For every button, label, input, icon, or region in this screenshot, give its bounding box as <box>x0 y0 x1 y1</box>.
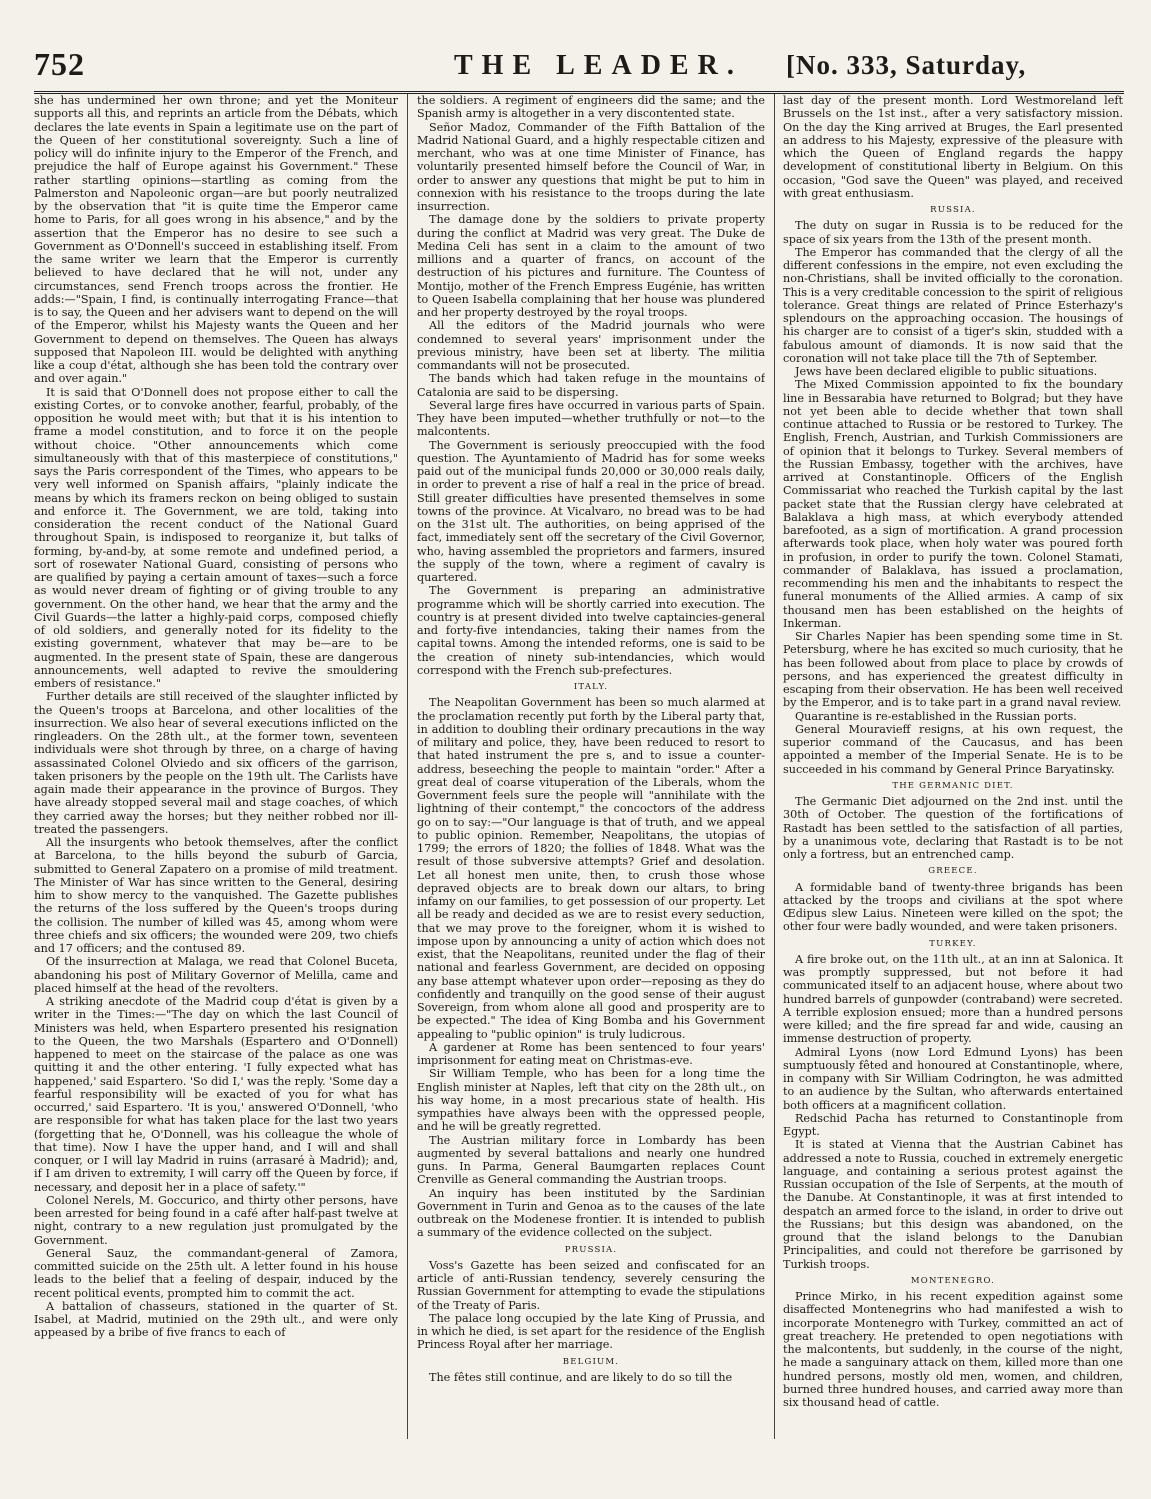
section-heading-russia: RUSSIA. <box>930 205 976 215</box>
paragraph: The Mixed Commission appointed to fix the boundary line in Bessarabia have returned to Bolgrad; but they have not yet been able to decide whether that town shall continue attached to Russia or be restored to Turkey. The English, French, Austrian, and Turkish Commissioners are of opinion that it belongs to Turkey. Several members of the Russian Embassy, together with the archives, have arrived at Constantinople. Officers of the English Commissariat who reached the Turkish capital by the last packet state that the Russian clergy have celebrated at Balaklava a high mass, at which everybody attended barefooted, as a sign of mortification. A grand procession afterwards took place, when holy water was poured forth in profusion, in order to purify the town. Colonel Stamati, commander of Balaklava, has issued a proclamation, recommending his men and the inhabitants to respect the funeral monuments of the Allied armies. A camp of six thousand men has been established on the heights of Inkerman. <box>783 378 1123 630</box>
column-3 <box>783 94 1123 1444</box>
paragraph: Prince Mirko, in his recent expedition against some disaffected Montenegrins who had manifested a wish to incorporate Montenegro with Turkey, committed an act of great treachery. He pretended to open negotiations with the malcontents, but suddenly, in the course of the night, he made a sanguinary attack on them, killed more than one hundred persons, mostly old men, women, and children, burned three hundred houses, and carried away more than six thousand head of cattle. <box>783 1290 1123 1409</box>
column-1 <box>34 94 398 1444</box>
paragraph: Admiral Lyons (now Lord Edmund Lyons) has been sumptuously fêted and honoured at Constantinople, where, in company with Sir William Codrington, he was admitted to an audience by the Sultan, who afterwards entertained both officers at a magnificent collation. <box>783 1045 1123 1112</box>
paragraph: A gardener at Rome has been sentenced to four years' imprisonment for eating meat on Christmas-eve. <box>417 1040 765 1067</box>
column-divider <box>407 94 408 1439</box>
paragraph: A battalion of chasseurs, stationed in the quarter of St. Isabel, at Madrid, mutinied on the 29th ult., and were only appeased by a bribe of five francs to each of <box>34 1299 398 1340</box>
paragraph: General Sauz, the commandant-general of Zamora, committed suicide on the 25th ult. A letter found in his house leads to the belief that a feeling of despair, induced by the recent political events, prompted him to commit the act. <box>34 1246 398 1300</box>
paragraph: the soldiers. A regiment of engineers did the same; and the Spanish army is altogether in a very discontented state. <box>417 94 765 121</box>
paragraph: The Government is preparing an administrative programme which will be shortly carried into execution. The country is at present divided into twelve captaincies-general and forty-five intendancies, taking their names from the capital towns. Among the intended reforms, one is said to be the creation of ninety sub-intendancies, which would correspond with the French sub-prefectures. <box>417 584 765 677</box>
paragraph: The Austrian military force in Lombardy has been augmented by several battalions and nearly one hundred guns. In Parma, General Baumgarten replaces Count Crenville as General commanding the Austrian troops. <box>417 1133 765 1187</box>
paragraph: It is said that O'Donnell does not propose either to call the existing Cortes, or to convoke another, fearful, probably, of the opposition he would meet with; but that it is his intention to frame a model constitution, and to force it on the people without choice. "Other announcements which come simultaneously with that of this masterpiece of constitutions," says the Paris correspondent of the Times, who appears to be very well informed on Spanish affairs, "plainly indicate the means by which its framers reckon on being obliged to sustain and enforce it. The Government, we are told, taking into consideration the recent conduct of the National Guard throughout Spain, is indisposed to reorganize it, but talks of forming, by-and-by, at some remote and undefined period, a sort of rosewater National Guard, consisting of persons who are qualified by paying a certain amount of taxes—such a force as would never dream of fighting or of giving trouble to any government. On the other hand, we hear that the army and the Civil Guards—the latter a highly-paid corps, composed chiefly of old soldiers, and generally noted for its fidelity to the existing government, whatever that may be—are to be augmented. In the present state of Spain, these are dangerous announcements, well adapted to revive the smouldering embers of resistance." <box>34 385 398 690</box>
paragraph: All the insurgents who betook themselves, after the conflict at Barcelona, to the hills beyond the suburb of Garcia, submitted to General Zapatero on a promise of mild treatment. The Minister of War has since written to the General, desiring him to show mercy to the vanquished. The Gazette publishes the returns of the loss suffered by the Queen's troops during the collision. The number of killed was 45, among whom were three chiefs and six officers; the wounded were 209, two chiefs and 17 officers; and the contused 89. <box>34 836 398 955</box>
paragraph: last day of the present month. Lord Westmoreland left Brussels on the 1st inst., after a very satisfactory mission. On the day the King arrived at Bruges, the Earl presented an address to his Majesty, expressive of the pleasure with which the Queen of England regards the happy development of constitutional liberty in Belgium. On this occasion, "God save the Queen" was played, and received with great enthusiasm. <box>783 94 1123 200</box>
paragraph: The damage done by the soldiers to private property during the conflict at Madrid was very great. The Duke de Medina Celi has sent in a claim to the amount of two millions and a quarter of francs, on account of the destruction of his pictures and furniture. The Countess of Montijo, mother of the French Empress Eugénie, has written to Queen Isabella complaining that her house was plundered and her property destroyed by the royal troops. <box>417 213 765 319</box>
paragraph: General Mouravieff resigns, at his own request, the superior command of the Caucasus, and has been appointed a member of the Imperial Senate. He is to be succeeded in his command by General Prince Baryatinsky. <box>783 722 1123 776</box>
section-heading-germanic-diet: THE GERMANIC DIET. <box>892 780 1014 791</box>
paragraph: Quarantine is re-established in the Russian ports. <box>795 709 1077 723</box>
section-heading-montenegro: MONTENEGRO. <box>910 1275 996 1286</box>
page-number: 752 <box>34 46 85 82</box>
paragraph: Colonel Nerels, M. Goccurico, and thirty other persons, have been arrested for being found in a café after half-past twelve at night, contrary to a new regulation just promulgated by the Government. <box>34 1193 398 1247</box>
issue-number: [No. 333, Saturday, <box>786 50 1027 80</box>
paragraph: A striking anecdote of the Madrid coup d'état is given by a writer in the Times:—"The day on which the last Council of Ministers was held, when Espartero presented his resignation to the Queen, the two Marshals (Espartero and O'Donnell) happened to meet on the staircase of the palace as one was quitting it and the other entering. 'I fully expected what has happened,' said Espartero. 'So did I,' was the reply. 'Some day a fearful responsibility will be exacted of you for what has occurred,' said Espartero. 'It is you,' answered O'Donnell, 'who are responsible for what has taken place for the last two years (forgetting that he, O'Donnell, was his colleague the whole of that time). Now I have the upper hand, and I will and shall conquer, or I will lay Madrid in ruins (arrasaré à Madrid); and, if I am driven to extremity, I will carry off the Queen by force, if necessary, and deposit her in a place of safety.'" <box>34 995 398 1194</box>
section-heading-italy: ITALY. <box>573 682 609 692</box>
paragraph: The Emperor has commanded that the clergy of all the different confessions in the empire, not even excluding the non-Christians, shall be invited officially to the coronation. This is a very creditable concession to the spirit of religious tolerance. Great things are related of Prince Esterhazy's splendours on the approaching occasion. The housings of his charger are to consist of a tiger's skin, studded with a fabulous amount of diamonds. It is now said that the coronation will not take place till the 7th of September. <box>783 245 1123 365</box>
paragraph: The Government is seriously preoccupied with the food question. The Ayuntamiento of Madrid has for some weeks paid out of the municipal funds 20,000 or 30,000 reals daily, in order to prevent a rise of half a real in the price of bread. Still greater difficulties have presented themselves in some towns of the province. At Vicalvaro, no bread was to be had on the 31st ult. The authorities, on being apprised of the fact, immediately sent off the secretary of the Civil Governor, who, having assembled the proprietors and farmers, insured the supply of the town, where a regiment of cavalry is quartered. <box>417 438 765 584</box>
paragraph: The bands which had taken refuge in the mountains of Catalonia are said to be dispersing. <box>417 372 765 399</box>
paragraph: Voss's Gazette has been seized and confiscated for an article of anti-Russian tendency, severely censuring the Russian Government for attempting to evade the stipulations of the Treaty of Paris. <box>417 1258 765 1312</box>
paragraph: Redschid Pacha has returned to Constantinople from Egypt. <box>783 1111 1123 1138</box>
paragraph: The fêtes still continue, and are likely to do so till the <box>429 1370 733 1384</box>
section-heading-greece: GREECE. <box>928 866 978 877</box>
masthead <box>34 44 1124 94</box>
paragraph: An inquiry has been instituted by the Sardinian Government in Turin and Genoa as to the causes of the late outbreak on the Modenese frontier. It is intended to publish a summary of the evidence collected on the subject. <box>417 1186 765 1240</box>
paragraph: All the editors of the Madrid journals who were condemned to several years' imprisonment under the previous ministry, have been set at liberty. The militia commandants will not be prosecuted. <box>417 319 765 372</box>
paragraph: she has undermined her own throne; and yet the Moniteur supports all this, and reprints an article from the Débats, which declares the late events in Spain a legitimate use on the part of the Queen of her constitutional sovereignty. Such a line of policy will do infinite injury to the Emperor of the French, and prejudice the half of Europe against his Government." These rather startling opinions—startling as coming from the Palmerston and Napoleonic organ—are but poorly neutralized by the observation that "it is quite time the Emperor came home to Paris, for all goes wrong in his absence," and by the assertion that the Emperor has no desire to see such a Government as O'Donnell's succeed in establishing itself. From the same writer we learn that the Emperor is currently believed to have declared that he will not, under any circumstances, send French troops across the frontier. He adds:—"Spain, I find, is continually interrogating France—that is to say, the Queen and her advisers want to depend on the will of the Emperor, whilst his Majesty wants the Queen and her Government to depend on themselves. The Queen has always supposed that Napoleon III. would be delighted with anything like a coup d'état, although she has been told the contrary over and over again." <box>34 94 398 386</box>
paragraph: The palace long occupied by the late King of Prussia, and in which he died, is set apart for the residence of the English Princess Royal after her marriage. <box>417 1311 765 1352</box>
paragraph: Of the insurrection at Malaga, we read that Colonel Buceta, abandoning his post of Military Governor of Melilla, came and placed himself at the head of the revolters. <box>34 955 398 995</box>
paragraph: A fire broke out, on the 11th ult., at an inn at Salonica. It was promptly suppressed, but not before it had communicated itself to an adjacent house, where about two hundred barrels of gunpowder (contraband) were secreted. A terrible explosion ensued; more than a hundred persons were killed; and the fire spread far and wide, causing an immense destruction of property. <box>783 952 1123 1046</box>
paragraph: The Germanic Diet adjourned on the 2nd inst. until the 30th of October. The question of the fortifications of Rastadt has been settled to the satisfaction of all parties, by a unanimous vote, declaring that Rastadt is to be not only a fortress, but an entrenched camp. <box>783 795 1123 861</box>
paragraph: Jews have been declared eligible to public situations. <box>795 365 1098 378</box>
paragraph: A formidable band of twenty-three brigands has been attacked by the troops and civilians at the spot where Œdipus slew Laius. Nineteen were killed on the spot; the other four were badly wounded, and were taken prisoners. <box>783 880 1123 934</box>
paragraph: Several large fires have occurred in various parts of Spain. They have been imputed—whether truthfully or not—to the malcontents. <box>417 398 765 439</box>
paragraph: Señor Madoz, Commander of the Fifth Battalion of the Madrid National Guard, and a highly respectable citizen and merchant, who was at one time Minister of Finance, has voluntarily presented himself before the Council of War, in order to answer any questions that might be put to him in connexion with his resistance to the troops during the late insurrection. <box>417 120 765 213</box>
paragraph: Sir William Temple, who has been for a long time the English minister at Naples, left that city on the 28th ult., on his way home, in a most precarious state of health. His sympathies have always been with the oppressed people, and he will be greatly regretted. <box>417 1067 765 1134</box>
paragraph: The Neapolitan Government has been so much alarmed at the proclamation recently put forth by the Liberal party that, in addition to doubling their ordinary precautions in the way of military and police, they, have been reduced to resort to that hated instrument the pre s, and to issue a counter-address, beseeching the people to maintain "order." After a great deal of coarse vituperation of the Liberals, whom the Government feels sure the people will "annihilate with the lightning of their contempt," the concoctors of the address go on to say:—"Our language is that of truth, and we appeal to public opinion. Remember, Neapolitans, the utopias of 1799; the errors of 1820; the follies of 1848. What was the result of those subversive attempts? Grief and desolation. Let all honest men unite, then, to crush those whose depraved objects are to break down our altars, to bring infamy on our families, to get possession of our property. Let all be ready and decided as we are to resist every seduction, that we may prove to the foreigner, whom it is wished to impose upon by announcing a unity of action which does not exist, that the Neapolitans, reunited under the flag of their national and fearless Government, are decided on opposing any base attempt whatever upon order—reposing as they do confidently and tranquilly on the good sense of their august Sovereign, from whom alone all good and prosperity are to be expected." The idea of King Bomba and his Government appealing to "public opinion" is truly ludicrous. <box>417 696 765 1041</box>
column-2 <box>417 94 765 1444</box>
section-heading-prussia: PRUSSIA. <box>564 1244 618 1255</box>
column-divider <box>774 94 775 1439</box>
paragraph: It is stated at Vienna that the Austrian Cabinet has addressed a note to Russia, couched in extremely energetic language, and containing a serious protest against the Russian occupation of the Isle of Serpents, at the mouth of the Danube. At Constantinople, it was at first intended to despatch an armed force to the island, in order to drive out the Russians; but this design was abandoned, on the ground that the island belongs to the Danubian Principalities, and could not therefore be garrisoned by Turkish troops. <box>783 1138 1123 1271</box>
section-heading-belgium: BELGIUM. <box>562 1356 620 1367</box>
paragraph: Sir Charles Napier has been spending some time in St. Petersburg, where he has excited so much curiosity, that he has been followed about from place to place by crowds of persons, and has experienced the greatest difficulty in escaping from their observation. He has been well received by the Emperor, and is to take part in a grand naval review. <box>783 630 1123 710</box>
section-heading-turkey: TURKEY. <box>929 938 977 949</box>
paragraph: Further details are still received of the slaughter inflicted by the Queen's troops at Barcelona, and other localities of the insurrection. We also hear of several executions inflicted on the ringleaders. On the 28th ult., at the former town, seventeen individuals were shot through by three, on a charge of having assassinated Colonel Olviedo and six officers of the garrison, taken prisoners by the people on the 19th ult. The Carlists have again made their appearance in the province of Burgos. They have already stopped several mail and stage coaches, of which they carried away the horses; but they neither robbed nor ill-treated the passengers. <box>34 690 398 836</box>
paragraph: The duty on sugar in Russia is to be reduced for the space of six years from the 13th of the present month. <box>783 219 1123 246</box>
newspaper-title: THE LEADER. <box>454 50 743 81</box>
